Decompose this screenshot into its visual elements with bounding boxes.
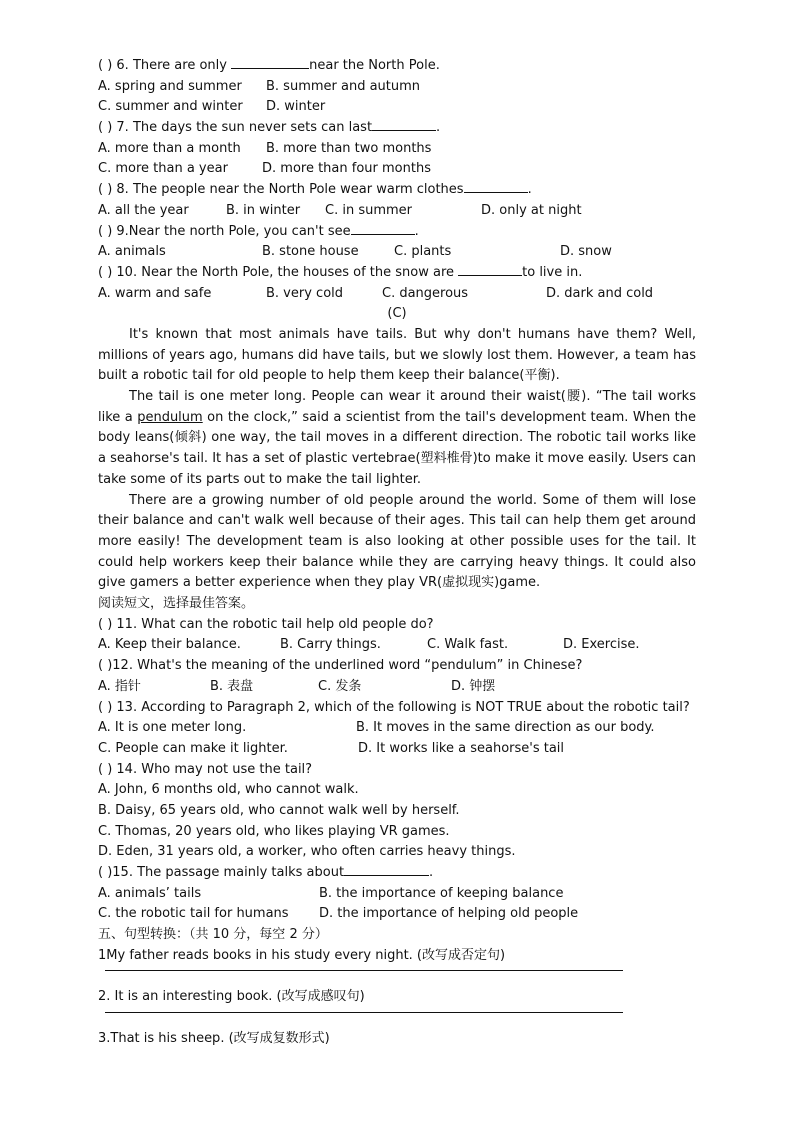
option-a[interactable]: A. spring and summer <box>98 78 242 94</box>
question-15 <box>98 863 696 884</box>
option-d[interactable]: D. dark and cold <box>546 285 654 301</box>
question-12: ( )12. What's the meaning of the underlined word “pendulum” in Chinese? <box>98 658 583 674</box>
answer-line[interactable] <box>98 1008 696 1029</box>
question-stem: ( ) 7. The days the sun never sets can last <box>98 120 373 136</box>
option-a[interactable]: A. animals <box>98 244 166 260</box>
option-a[interactable]: A. John, 6 months old, who cannot walk. <box>98 782 359 798</box>
question-stem: ( ) 10. Near the North Pole, the houses of the snow are <box>98 264 459 280</box>
instruction: 阅读短文，选择最佳答案。 <box>98 596 255 612</box>
question-stem-end: . <box>436 120 441 136</box>
options-row <box>98 904 696 925</box>
question-stem: ( )15. The passage mainly talks about <box>98 865 345 881</box>
option-c[interactable]: C. dangerous <box>382 285 469 301</box>
transform-item-1: 1My father reads books in his study every night. (改写成否定句) <box>98 947 506 963</box>
options-row <box>98 97 696 118</box>
option-c[interactable]: C. summer and winter <box>98 99 243 115</box>
question-stem-end: . <box>414 223 419 239</box>
question-6 <box>98 56 696 77</box>
question-13: ( ) 13. According to Paragraph 2, which of the following is NOT TRUE about the robotic tail? <box>98 699 690 715</box>
option-b[interactable]: B. very cold <box>266 285 344 301</box>
option-b[interactable]: B. Daisy, 65 years old, who cannot walk well by herself. <box>98 802 460 818</box>
option-b[interactable]: B. Carry things. <box>280 637 381 653</box>
option-d[interactable]: D. only at night <box>481 202 582 218</box>
options-row <box>98 884 696 905</box>
option-a[interactable]: A. Keep their balance. <box>98 637 241 653</box>
option-b[interactable]: B. the importance of keeping balance <box>319 885 564 901</box>
passage-paragraph-3: There are a growing number of old people around the world. Some of them will lose their balance and can't walk well because of their ages. This tail can help them get around more easily! The development team is also looking at other possible uses for the tail. It could help workers keep their balance while they are carrying heavy things. It could also give gamers a better experience when they play VR(虚拟现实)game. <box>98 492 696 591</box>
option-c[interactable]: C. more than a year <box>98 161 228 177</box>
option-a[interactable]: A. all the year <box>98 202 189 218</box>
underlined-word: pendulum <box>137 409 203 425</box>
question-11: ( ) 11. What can the robotic tail help old people do? <box>98 616 434 632</box>
options-row <box>98 284 696 305</box>
options-row <box>98 77 696 98</box>
option-d[interactable]: D. It works like a seahorse's tail <box>358 740 565 756</box>
option-a[interactable]: A. 指针 <box>98 678 141 694</box>
question-stem-end: to live in. <box>522 264 583 280</box>
question-10 <box>98 263 696 284</box>
question-stem: ( ) 6. There are only <box>98 58 232 73</box>
transform-item-2: 2. It is an interesting book. (改写成感叹句) <box>98 989 365 1005</box>
option-d[interactable]: D. snow <box>560 244 612 260</box>
option-b[interactable]: B. 表盘 <box>210 678 254 694</box>
transform-item-3: 3.That is his sheep. (改写成复数形式) <box>98 1031 330 1047</box>
question-stem-end: . <box>429 865 434 881</box>
option-b[interactable]: B. in winter <box>226 202 301 218</box>
option-b[interactable]: B. It moves in the same direction as our body. <box>356 720 655 736</box>
option-d[interactable]: D. 钟摆 <box>451 678 496 694</box>
passage-paragraph-2: The tail is one meter long. People can wear it around their waist(腰). “The tail works like a pendulum on the clock,” said a scientist from the tail's development team. When the body leans(倾斜) one way, the tail moves in a different direction. The robotic tail works like a seahorse's tail. It has a set of plastic vertebrae(塑料椎骨)to make it move easily. Users can take some of its parts out to make the tail lighter. <box>98 389 696 487</box>
question-9 <box>98 222 696 243</box>
option-a[interactable]: A. warm and safe <box>98 285 212 301</box>
question-7 <box>98 118 696 139</box>
answer-blank[interactable] <box>464 180 528 193</box>
option-a[interactable]: A. more than a month <box>98 140 241 156</box>
option-c[interactable]: C. Walk fast. <box>427 637 509 653</box>
answer-blank[interactable] <box>372 118 436 131</box>
option-d[interactable]: D. Exercise. <box>563 637 640 653</box>
question-14: ( ) 14. Who may not use the tail? <box>98 761 313 777</box>
option-d[interactable]: D. more than four months <box>262 161 431 177</box>
question-stem-end: . <box>527 182 532 198</box>
options-row <box>98 718 696 739</box>
option-b[interactable]: B. summer and autumn <box>266 78 421 94</box>
options-row <box>98 739 696 760</box>
section-heading: (C) <box>387 306 407 322</box>
answer-blank[interactable] <box>458 263 522 276</box>
options-row <box>98 139 696 160</box>
question-stem-end: near the North Pole. <box>309 58 440 73</box>
section-heading: 五、句型转换：（共 10 分，每空 2 分） <box>98 927 328 943</box>
option-d[interactable]: D. the importance of helping old people <box>319 906 579 922</box>
options-row <box>98 201 696 222</box>
option-c[interactable]: C. People can make it lighter. <box>98 740 288 756</box>
worksheet-page <box>98 56 696 1050</box>
option-d[interactable]: D. winter <box>266 99 326 115</box>
options-row <box>98 159 696 180</box>
option-c[interactable]: C. Thomas, 20 years old, who likes playing VR games. <box>98 823 450 839</box>
options-row <box>98 635 696 656</box>
answer-blank[interactable] <box>344 863 429 876</box>
options-row <box>98 677 696 698</box>
passage-paragraph-1: It's known that most animals have tails. But why don't humans have them? Well, millions of years ago, humans did have tails, but we slowly lost them. However, a team has built a robotic tail for old people to help them keep their balance(平衡). <box>98 326 696 384</box>
answer-line[interactable] <box>98 966 696 987</box>
option-c[interactable]: C. the robotic tail for humans <box>98 906 289 922</box>
answer-blank[interactable] <box>351 222 415 235</box>
option-a[interactable]: A. animals’ tails <box>98 885 202 901</box>
option-c[interactable]: C. plants <box>394 244 452 260</box>
question-stem: ( ) 9.Near the north Pole, you can't see <box>98 223 351 239</box>
option-d[interactable]: D. Eden, 31 years old, a worker, who often carries heavy things. <box>98 844 516 860</box>
answer-blank[interactable] <box>231 56 309 69</box>
option-a[interactable]: A. It is one meter long. <box>98 720 247 736</box>
option-b[interactable]: B. stone house <box>262 244 359 260</box>
option-b[interactable]: B. more than two months <box>266 140 432 156</box>
options-row <box>98 242 696 263</box>
question-8 <box>98 180 696 201</box>
option-c[interactable]: C. in summer <box>325 202 413 218</box>
question-stem: ( ) 8. The people near the North Pole wear warm clothes <box>98 182 464 198</box>
option-c[interactable]: C. 发条 <box>318 678 362 694</box>
